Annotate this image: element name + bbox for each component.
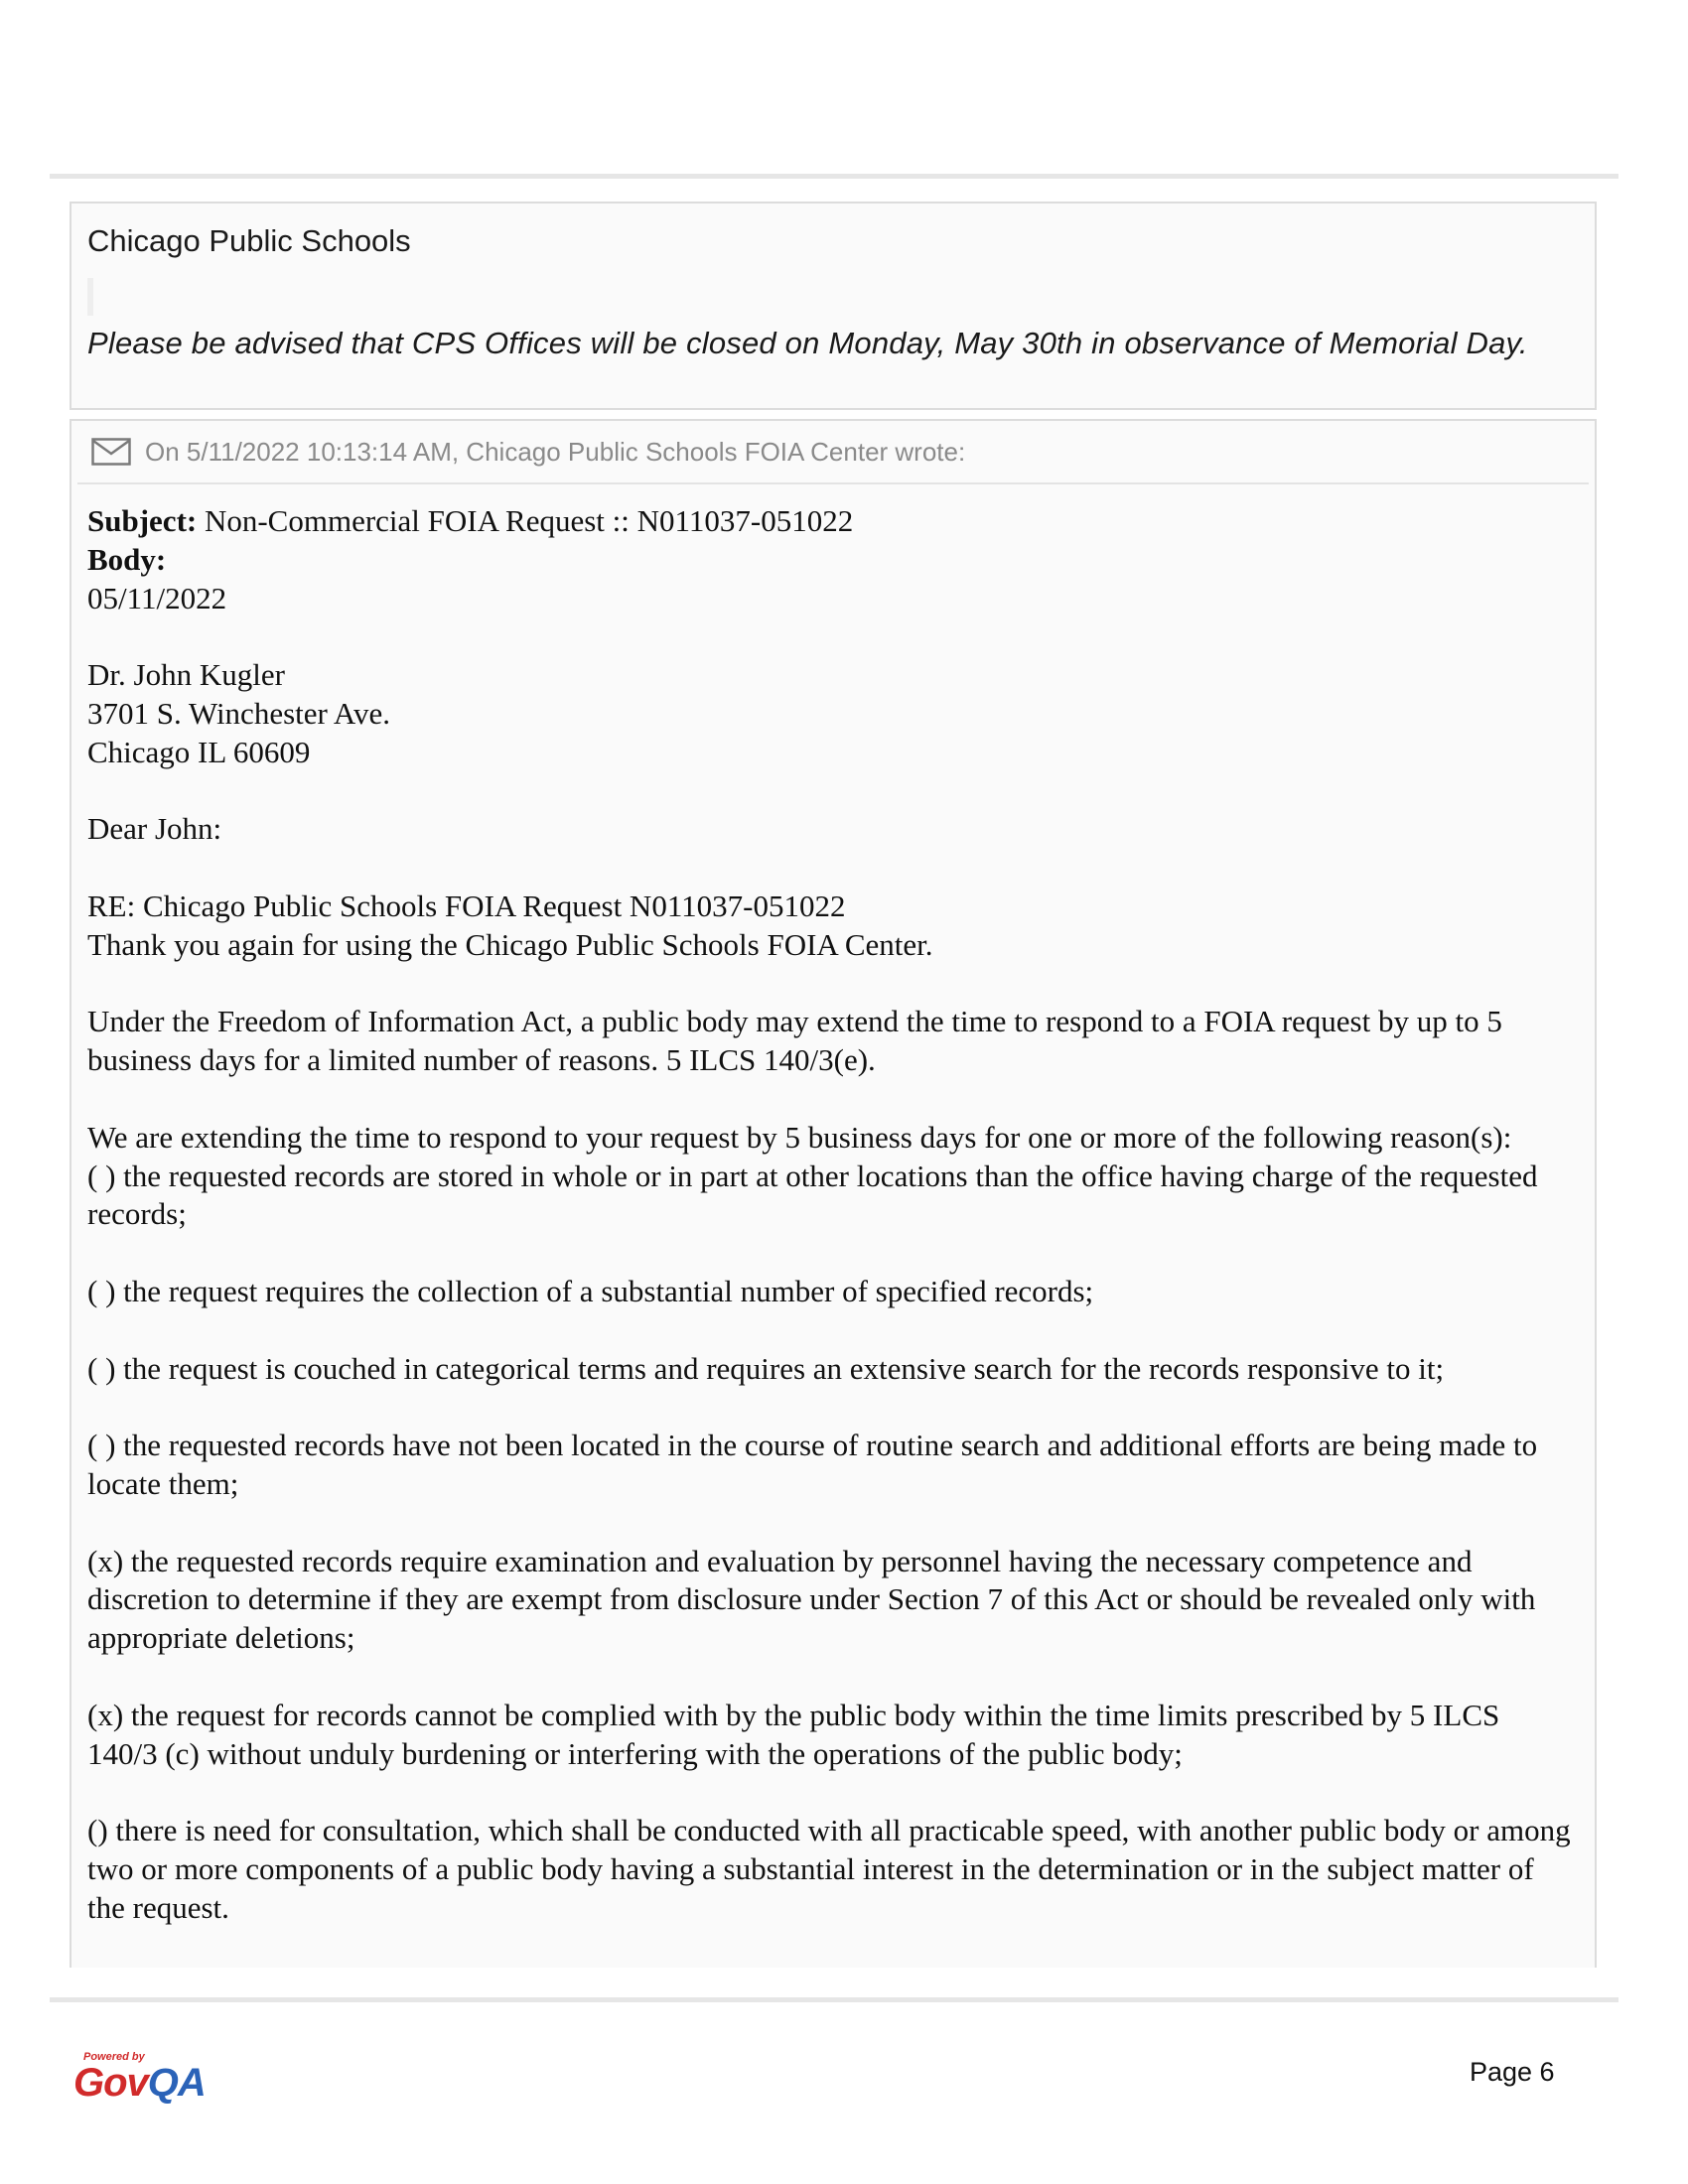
reason-item: () there is need for consultation, which shall be conducted with all practicable speed, with another public body or among two or more components of a public body having a substantial interest in the determination or in the subject matter of the request. <box>87 1813 1571 1925</box>
paragraph-extending: We are extending the time to respond to your request by 5 business days for one or more of the following reason(s): <box>87 1119 1512 1155</box>
reason-item: (x) the request for records cannot be complied with by the public body within the time limits prescribed by 5 ILCS 140/3 (c) without unduly burdening or interfering with the operations of the public body; <box>87 1697 1500 1771</box>
notice-box <box>70 202 1597 410</box>
subject-line <box>87 502 1571 541</box>
organization-name: Chicago Public Schools <box>87 223 411 258</box>
reason-item: ( ) the requested records are stored in whole or in part at other locations than the office having charge of the requested records; <box>87 1158 1538 1232</box>
reason-item: ( ) the request is couched in categorical terms and requires an extensive search for the records responsive to it; <box>87 1350 1445 1386</box>
govqa-logo <box>73 2051 212 2103</box>
page-number: Page 6 <box>1470 2057 1555 2087</box>
body-label: Body: <box>87 541 167 577</box>
paragraph-act: Under the Freedom of Information Act, a public body may extend the time to respond to a FOIA request by up to 5 business days for a limited number of reasons. 5 ILCS 140/3(e). <box>87 1004 1502 1078</box>
quoted-message <box>70 419 1597 1968</box>
brand-gov: Gov <box>73 2061 148 2105</box>
subject-value: Non-Commercial FOIA Request :: N011037-051022 <box>204 503 854 538</box>
brand-qa: QA <box>147 2061 206 2105</box>
thanks-line: Thank you again for using the Chicago Public Schools FOIA Center. <box>87 926 933 962</box>
message-body <box>71 484 1595 1927</box>
re-line: RE: Chicago Public Schools FOIA Request N011037-051022 <box>87 887 846 923</box>
reason-item: (x) the requested records require examination and evaluation by personnel having the necessary competence and discretion to determine if they are exempt from disclosure under Section 7 of this Act or should be revealed only with appropriate deletions; <box>87 1543 1536 1656</box>
wrote-text: On 5/11/2022 10:13:14 AM, Chicago Public Schools FOIA Center wrote: <box>145 436 966 467</box>
subject-label: Subject: <box>87 503 198 538</box>
reason-item: ( ) the request requires the collection of a substantial number of specified records; <box>87 1273 1094 1308</box>
notice-marker <box>87 278 93 316</box>
powered-by-text: Powered by <box>83 2051 145 2063</box>
recipient-name: Dr. John Kugler <box>87 657 285 693</box>
recipient-street: 3701 S. Winchester Ave. <box>87 695 390 731</box>
envelope-icon <box>91 438 131 466</box>
letter-date: 05/11/2022 <box>87 580 227 615</box>
greeting: Dear John: <box>87 811 222 847</box>
top-divider <box>50 174 1618 179</box>
brand-wordmark <box>73 2061 206 2105</box>
recipient-city: Chicago IL 60609 <box>87 734 311 769</box>
closure-notice: Please be advised that CPS Offices will be closed on Monday, May 30th in observance of Memorial Day. <box>87 326 1528 360</box>
reason-item: ( ) the requested records have not been located in the course of routine search and additional efforts are being made to locate them; <box>87 1428 1538 1501</box>
message-header <box>77 421 1589 484</box>
bottom-divider <box>50 1997 1618 2002</box>
